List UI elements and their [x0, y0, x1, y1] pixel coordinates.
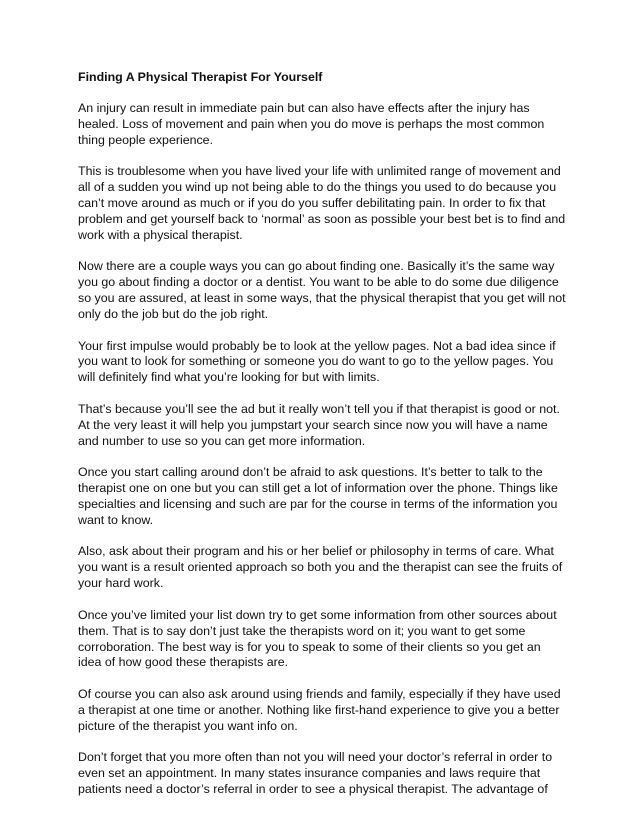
paragraph-10: Don’t forget that you more often than not you will need your doctor’s referral in order to even set an appointment. In many states insurance companies and laws require that patients need a doctor’s referral in order to see a physical therapist. The advantage of — [78, 750, 553, 797]
document-title: Finding A Physical Therapist For Yourself — [78, 70, 323, 84]
paragraph-8: Once you’ve limited your list down try to get some information from other sources about them. That is to say don’t just take the therapists word on it; you want to get some corroboration. The best way is for you to speak to some of their clients so you get an idea of how good these therapists are. — [78, 607, 557, 670]
document-page — [78, 70, 566, 798]
paragraph-1: An injury can result in immediate pain but can also have effects after the injury has healed. Loss of movement and pain when you do move is perhaps the most common thing people experience. — [78, 100, 545, 147]
paragraph-9: Of course you can also ask around using friends and family, especially if they have used a therapist at one time or another. Nothing like first-hand experience to give you a better picture of the therapist you want info on. — [78, 686, 561, 733]
paragraph-6: Once you start calling around don’t be afraid to ask questions. It’s better to talk to the therapist one on one but you can still get a lot of information over the phone. Things like specialties and licensing and such are par for the course in terms of the information you want to know. — [78, 465, 558, 527]
paragraph-2: This is troublesome when you have lived your life with unlimited range of movement and all of a sudden you wind up not being able to do the things you used to do because you can’t move around as much or if you do you suffer debilitating pain. In order to fix that problem and get yourself back to ‘normal’ as soon as possible your best bet is to find and work with a physical therapist. — [78, 164, 566, 242]
paragraph-4: Your first impulse would probably be to look at the yellow pages. Not a bad idea since if you want to look for something or someone you do want to go to the yellow pages. You will definitely find what you’re looking for but with limits. — [78, 338, 556, 385]
paragraph-5: That’s because you’ll see the ad but it really won’t tell you if that therapist is good or not. At the very least it will help you jumpstart your search since now you will have a name and number to use so you can get more information. — [78, 401, 560, 448]
paragraph-7: Also, ask about their program and his or her belief or philosophy in terms of care. What you want is a result oriented approach so both you and the therapist can see the fruits of your hard work. — [78, 544, 563, 591]
paragraph-3: Now there are a couple ways you can go about finding one. Basically it’s the same way you go about finding a doctor or a dentist. You want to be able to do some due diligence so you are assured, at least in some ways, that the physical therapist that you get will not only do the job but do the job right. — [78, 259, 566, 322]
